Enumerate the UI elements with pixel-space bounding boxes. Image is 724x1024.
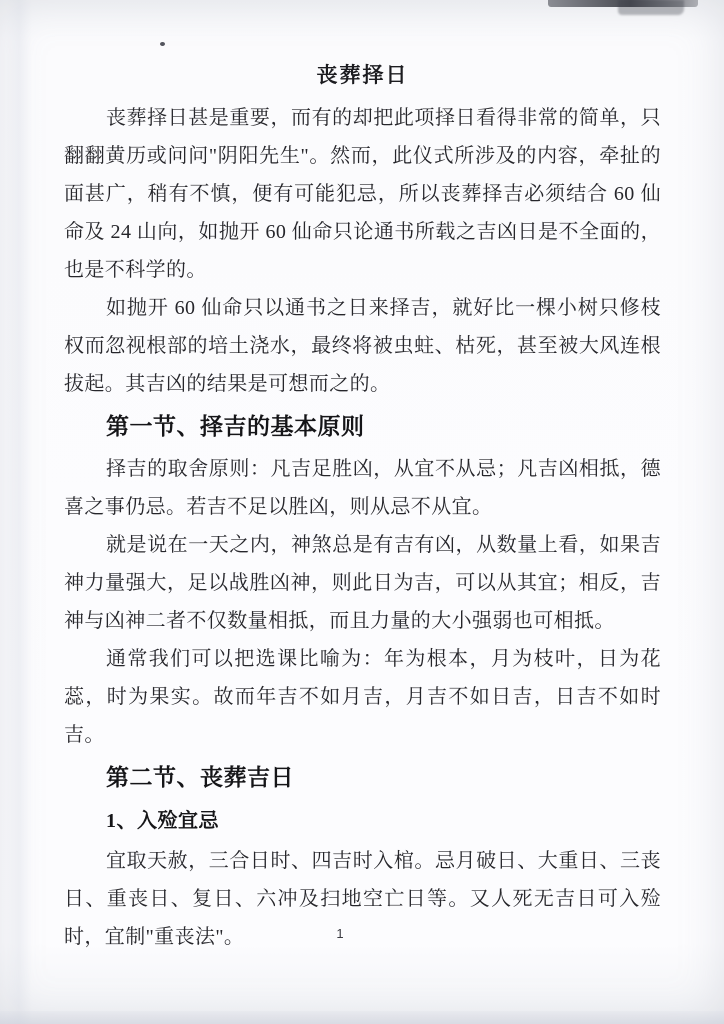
section1-paragraph-1: 择吉的取舍原则：凡吉足胜凶，从宜不从忌；凡吉凶相抵，德喜之事仍忌。若吉不足以胜凶，则从忌不从宜。	[64, 458, 661, 518]
intro-paragraph-2: 如抛开 60 仙命只以通书之日来择吉，就好比一棵小树只修枝权而忽视根部的培土浇水，最终将被虫蛀、枯死，甚至被大风连根拔起。其吉凶的结果是可想而之的。	[64, 297, 661, 395]
section1-paragraph-2: 就是说在一天之内，神煞总是有吉有凶，从数量上看，如果吉神力量强大，足以战胜凶神，则此日为吉，可以从其宜；相反，吉神与凶神二者不仅数量相抵，而且力量的大小强弱也可相抵。	[64, 534, 661, 632]
section2-paragraph-1: 宜取天赦，三合日时、四吉时入棺。忌月破日、大重日、三丧日、重丧日、复日、六冲及扫地空亡日等。又人死无吉日可入殓时，宜制"重丧法"。	[64, 850, 661, 948]
intro-paragraph-1: 丧葬择日甚是重要，而有的却把此项择日看得非常的简单，只翻翻黄历或问问"阴阳先生"。然而，此仪式所涉及的内容，牵扯的面甚广，稍有不慎，便有可能犯忌，所以丧葬择吉必须结合 60 仙命及 24 山向，如抛开 60 仙命只论通书所载之吉凶日是不全面的，也是不科学的。	[64, 107, 661, 281]
scan-speck-dot	[160, 42, 165, 46]
document-title: 丧葬择日	[316, 63, 409, 87]
section1-paragraph-3: 通常我们可以把选课比喻为：年为根本，月为枝叶，日为花蕊，时为果实。故而年吉不如月吉，月吉不如日吉，日吉不如时吉。	[64, 648, 661, 746]
section2-subheading: 1、入殓宜忌	[106, 810, 219, 832]
section1-heading: 第一节、择吉的基本原则	[106, 414, 365, 439]
scan-edge-shading-bottom	[0, 1011, 724, 1024]
scan-edge-shading-left	[6, 0, 32, 1024]
scan-smudge-top-corner	[618, 0, 684, 15]
document-body	[64, 58, 661, 956]
page-number: 1	[336, 926, 344, 941]
section2-heading: 第二节、丧葬吉日	[106, 765, 294, 790]
